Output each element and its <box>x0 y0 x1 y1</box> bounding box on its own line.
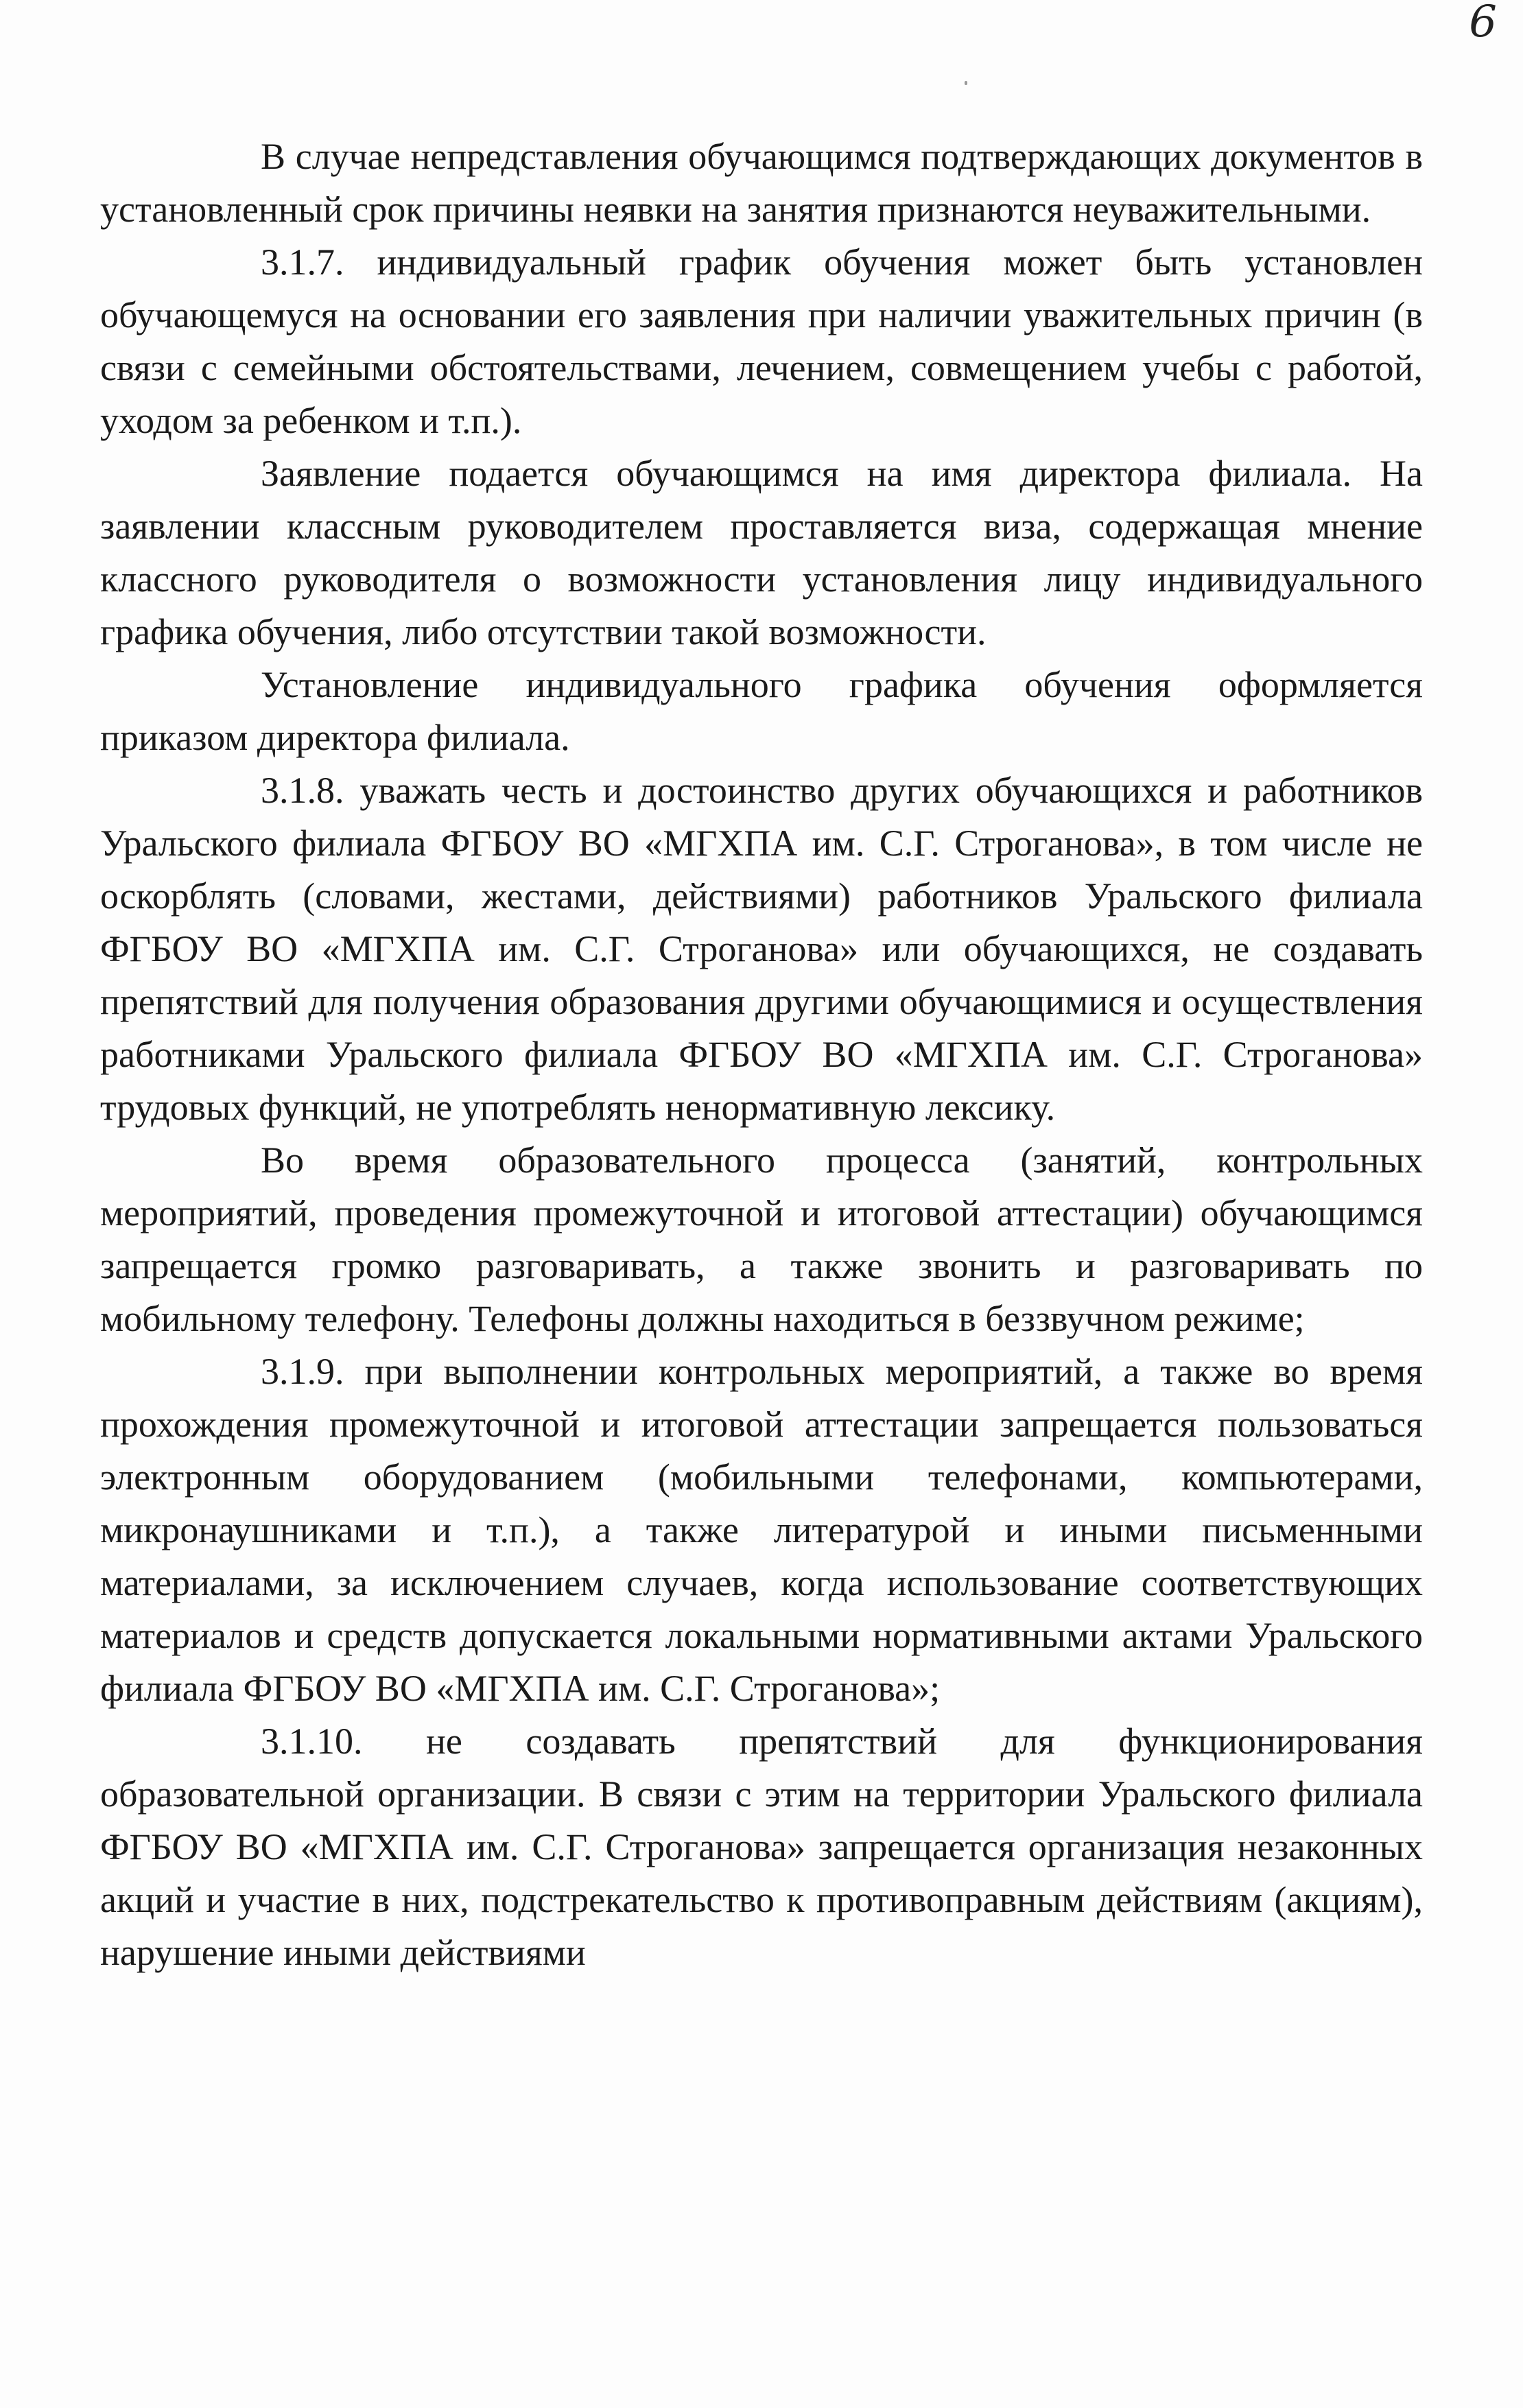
document-body <box>100 130 1423 1979</box>
page-number: 6 <box>1469 0 1497 47</box>
paragraph-3-1-9: 3.1.9. при выполнении контрольных мероприятий, а также во время прохождения промежуточной и итоговой аттестации запрещается пользоваться электронным оборудованием (мобильными телефонами, компьютерами, микронаушниками и т.п.), а также литературой и иными письменными материалами, за исключением случаев, когда использование соответствующих материалов и средств допускается локальными нормативными актами Уральского филиала ФГБОУ ВО «МГХПА им. С.Г. Строганова»; <box>100 1351 1423 1709</box>
paragraph-application: Заявление подается обучающимся на имя директора филиала. На заявлении классным руководителем проставляется виза, содержащая мнение классного руководителя о возможности установления лицу индивидуального графика обучения, либо отсутствии такой возможности. <box>100 453 1423 652</box>
scan-speck <box>965 81 967 85</box>
paragraph-3-1-8: 3.1.8. уважать честь и достоинство других обучающихся и работников Уральского филиала ФГБОУ ВО «МГХПА им. С.Г. Строганова», в том числе не оскорблять (словами, жестами, действиями) работников Уральского филиала ФГБОУ ВО «МГХПА им. С.Г. Строганова» или обучающихся, не создавать препятствий для получения образования другими обучающимися и осуществления работниками Уральского филиала ФГБОУ ВО «МГХПА им. С.Г. Строганова» трудовых функций, не употреблять ненормативную лексику. <box>100 770 1423 1128</box>
paragraph-nonappearance-documents: В случае непредставления обучающимся подтверждающих документов в установленный срок причины неявки на занятия признаются неуважительными. <box>100 136 1423 230</box>
paragraph-3-1-10: 3.1.10. не создавать препятствий для функционирования образовательной организации. В связи с этим на территории Уральского филиала ФГБОУ ВО «МГХПА им. С.Г. Строганова» запрещается организация незаконных акций и участие в них, подстрекательство к противоправным действиям (акциям), нарушение иными действиями <box>100 1721 1423 1973</box>
paragraph-schedule-order: Установление индивидуального графика обучения оформляется приказом директора филиала. <box>100 664 1423 758</box>
paragraph-educational-process: Во время образовательного процесса (занятий, контрольных мероприятий, проведения промежуточной и итоговой аттестации) обучающимся запрещается громко разговаривать, а также звонить и разговаривать по мобильному телефону. Телефоны должны находиться в беззвучном режиме; <box>100 1140 1423 1339</box>
paragraph-3-1-7: 3.1.7. индивидуальный график обучения может быть установлен обучающемуся на основании его заявления при наличии уважительных причин (в связи с семейными обстоятельствами, лечением, совмещением учебы с работой, уходом за ребенком и т.п.). <box>100 241 1423 441</box>
